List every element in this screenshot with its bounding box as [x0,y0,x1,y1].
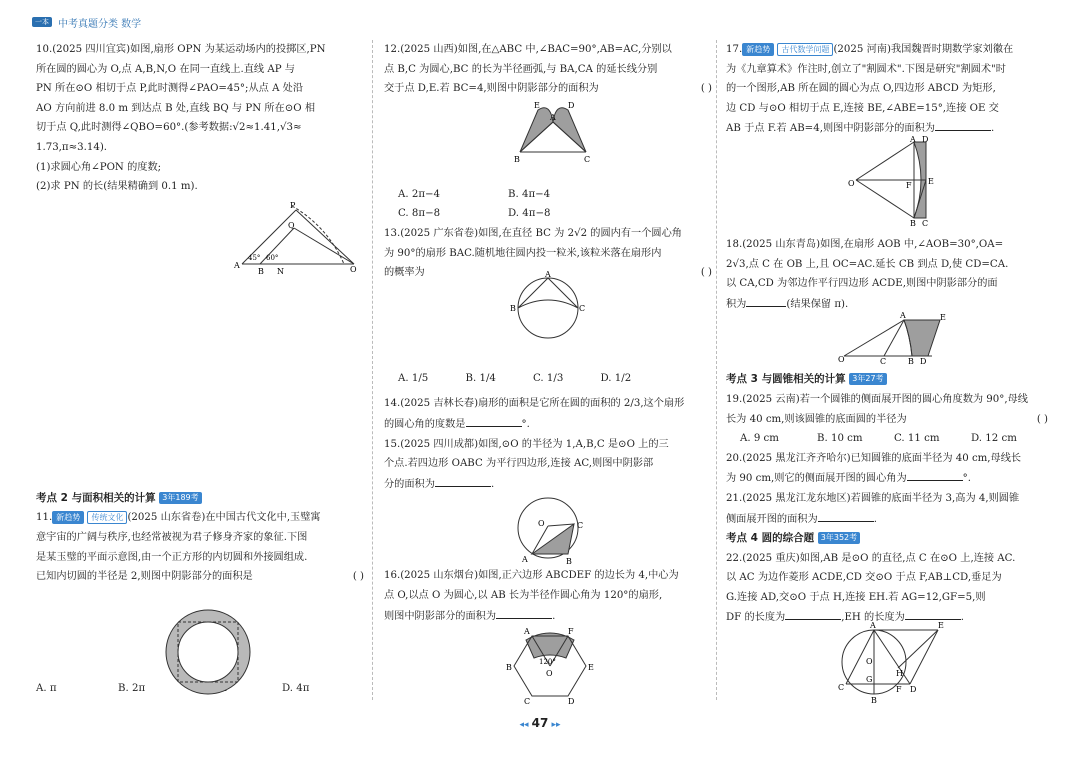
question-line: 为《九章算术》作注时,创立了"割圆术".下图是研究"割圆术"时 [726,63,1006,75]
question-19 [726,390,1048,449]
label-A: A [910,136,916,144]
column-1 [36,40,364,698]
answer-blank[interactable] [746,294,786,307]
question-suffix: . [960,612,965,624]
column-divider [716,40,717,700]
answer-paren: ( ) [700,267,712,279]
question-line: 点 O,以点 O 为圆心,以 AB 长为半径作圆心角为 120°的扇形, [384,589,663,601]
label-D: D [568,697,575,706]
label-C: C [880,357,887,364]
topic-tag: 传统文化 [87,511,127,524]
question-suffix: . [873,513,877,525]
question-line: 侧面展开图的面积为 [726,513,818,525]
question-20 [726,449,1048,489]
label-A: A [870,621,876,630]
label-F: F [906,181,912,190]
answer-blank[interactable] [466,414,522,427]
figure-q22 [838,618,948,704]
answer-blank[interactable] [935,118,991,131]
options-row [384,369,668,389]
question-line: PN 所在⊙O 相切于点 P,此时测得∠PAO=45°;从点 A 处沿 [36,83,304,95]
question-line: 14.(2025 吉林长春)扇形的面积是它所在圆的面积的 2/3,这个扇形 [384,398,685,410]
question-line: (1)求圆心角∠PON 的度数; [36,161,162,173]
answer-blank[interactable] [496,606,552,619]
question-line: AO 方向前进 8.0 m 到达点 B 处,直线 BQ 与 PN 所在⊙O 相 [36,102,316,114]
left-arrows-icon: ◂◂ [519,720,532,730]
question-line: 分的面积为 [384,478,435,490]
column-divider [372,40,373,700]
label-A: A [550,113,556,122]
label-D: D [568,101,575,110]
question-11: 11. 新趋势 传统文化 (2025 山东省卷)在中国古代文化中,玉璧寓 意宇宙的广阔与秩序,也经常被视为君子修身齐家的象征.下图 是某玉璧的平面示意图,由一个正方形的内切圆和外接圆组成. 已知内切圆的半径是 2,则图中阴影部分的面积是 ( ) [36,508,364,586]
question-line: 22.(2025 重庆)如图,AB 是⊙O 的直径,点 C 在⊙O 上,连接 AC. [726,552,1016,564]
label-O: O [538,519,545,528]
question-line: (2)求 PN 的长(结果精确到 0.1 m). [36,181,198,193]
question-line: 积为 [726,298,747,310]
question-number: 17. [726,44,743,55]
label-E: E [938,621,944,630]
question-21 [726,489,1048,529]
question-line: 意宇宙的广阔与秩序,也经常被视为君子修身齐家的象征.下图 [36,531,308,543]
question-line: G.连接 AD,交⊙O 于点 H,连接 EH.若 AG=12,GF=5,则 [726,591,986,603]
label-B: B [908,357,914,364]
label-A: A [545,270,551,279]
figure-q16 [504,622,596,706]
right-arrows-icon: ▸▸ [548,720,561,730]
option: D. 12 cm [971,433,1017,445]
option: C. 1/3 [533,372,564,384]
question-suffix: . [552,610,556,622]
answer-paren: ( ) [700,83,712,95]
label-P: P [290,201,296,210]
question-line: 20.(2025 黑龙江齐齐哈尔)已知圆锥的底面半径为 40 cm,母线长 [726,452,1022,464]
label-A: A [524,627,530,636]
answer-paren: ( ) [1036,413,1048,425]
question-line: 以 CA,CD 为邻边作平行四边形 ACDE,则图中阴影部分的面 [726,278,998,290]
page-number-text: 47 [531,716,549,730]
trend-tag: 新趋势 [742,43,774,56]
label-O: O [350,265,357,274]
question-10 [36,40,364,197]
label-D: D [920,357,927,364]
question-line: DF 的长度为 [726,612,786,624]
question-suffix: . [991,123,995,135]
question-line: 个点.若四边形 OABC 为平行四边形,连接 AC,则图中阴影部 [384,458,654,470]
label-A: A [522,555,528,564]
question-line: 交于点 D,E.若 BC=4,则图中阴影部分的面积为 [384,83,599,95]
answer-paren: ( ) [352,571,364,583]
label-B: B [510,304,516,313]
option: A. 9 cm [740,433,779,445]
question-line: 切于点 Q,此时测得∠QBO=60°.(参考数据:√2≈1.41,√3≈ [36,122,302,134]
label-B: B [566,557,572,566]
section-heading [36,489,364,509]
question-line: 为 90°的扇形 BAC.随机地往圆内投一粒米,该粒米落在扇形内 [384,247,662,259]
section-heading [726,529,1048,549]
question-line: 12.(2025 山西)如图,在△ABC 中,∠BAC=90°,AB=AC,分别以 [384,44,672,55]
question-mid: ,EH 的长度为 [841,612,905,624]
label-B: B [506,663,512,672]
option: A. 1/5 [398,372,429,384]
question-number: 11. [36,512,53,524]
option: B. 1/4 [465,372,496,384]
label-G: G [866,675,873,684]
topic-tag: 古代数学问题 [777,43,833,56]
options-row [384,204,618,224]
label-B: B [910,219,916,228]
question-line: 以 AC 为边作菱形 ACDE,CD 交⊙O 于点 F,AB⊥CD,垂足为 [726,572,1002,584]
label-A: A [234,261,240,270]
question-line: 15.(2025 四川成都)如图,⊙O 的半径为 1,A,B,C 是⊙O 上的三 [384,438,669,450]
option: A. 2π−4 [398,188,441,200]
label-O: O [866,657,873,666]
figure-q17 [848,136,940,228]
options-row [384,185,618,205]
label-O: O [838,355,845,364]
label-O: O [546,669,553,678]
label-D: D [922,136,929,144]
figure-q18 [836,308,948,364]
question-line: 点 B,C 为圆心,BC 的长为半径画弧,与 BA,CA 的延长线分别 [384,63,658,75]
section-badge: 3年189考 [159,492,201,504]
question-line: 18.(2025 山东青岛)如图,在扇形 AOB 中,∠AOB=30°,OA= [726,238,1004,250]
label-E: E [588,663,594,672]
question-line: 所在圆的圆心为 O,点 A,B,N,O 在同一直线上.直线 AP 与 [36,63,295,75]
question-line: 13.(2025 广东省卷)如图,在直径 BC 为 2√2 的圆内有一个圆心角 [384,227,682,239]
answer-blank[interactable] [818,509,874,522]
section-title: 考点 2 与面积相关的计算 [36,491,156,504]
option: C. 8π−8 [398,208,441,220]
question-line: 的圆心角的度数是 [384,418,466,430]
label-C: C [922,219,929,228]
options-row [726,429,1048,449]
label-A: A [900,311,906,320]
answer-blank[interactable] [785,607,841,620]
question-line: 已知内切圆的半径是 2,则图中阴影部分的面积是 [36,571,253,583]
section-badge: 3年27考 [849,373,886,385]
section-heading [726,370,1048,390]
question-suffix: (结果保留 π). [786,298,849,310]
page-number [0,716,1080,730]
label-N: N [277,267,284,276]
question-22 [726,549,1048,628]
label-C: C [579,304,586,313]
angle-45: 45° [248,254,261,262]
question-line: 19.(2025 云南)若一个圆锥的侧面展开图的圆心角度数为 90°,母线 [726,393,1028,405]
question-line: 16.(2025 山东烟台)如图,正六边形 ABCDEF 的边长为 4,中心为 [384,570,679,582]
figure-q10 [232,198,362,278]
angle-120: 120° [539,658,556,666]
question-line: 长为 40 cm,则该圆锥的底面圆的半径为 [726,413,907,425]
label-C: C [838,683,845,692]
question-suffix: °. [962,473,972,485]
question-17: 17. 新趋势 古代数学问题 (2025 河南)我国魏晋时期数学家刘徽在 为《九章算术》作注时,创立了"割圆术".下图是研究"割圆术"时 的一个图形,AB 所在圆的圆心为点 O,四边形 ABCD 为矩形, 边 CD 与⊙O 相切于点 E,连接 BE,∠ABE=15°,连接 OE 交 AB 于点 F.若 AB=4,则图中阴影部分的面积为 . [726,40,1048,139]
trend-tag: 新趋势 [52,511,84,524]
answer-blank[interactable] [907,468,963,481]
question-line: 21.(2025 黑龙江龙东地区)若圆锥的底面半径为 3,高为 4,则圆锥 [726,492,1020,504]
label-F: F [568,627,574,636]
question-line: 边 CD 与⊙O 相切于点 E,连接 BE,∠ABE=15°,连接 OE 交 [726,102,999,114]
question-line: 的一个图形,AB 所在圆的圆心为点 O,四边形 ABCD 为矩形, [726,83,996,95]
option: B. 10 cm [817,433,863,445]
label-B: B [514,155,520,164]
page-header [32,14,141,30]
label-E: E [940,313,946,322]
question-line: 的概率为 [384,267,425,279]
answer-blank[interactable] [435,474,491,487]
question-line: 是某玉璧的平面示意图,由一个正方形的内切圆和外接圆组成. [36,551,308,563]
label-O: O [848,179,855,188]
label-H: H [896,669,903,678]
label-B: B [258,267,264,276]
question-line: 为 90 cm,则它的侧面展开图的圆心角为 [726,473,907,485]
label-C: C [577,521,584,530]
option: D. 4π−8 [508,208,551,220]
question-line: 则图中阴影部分的面积为 [384,610,497,622]
question-16 [384,566,712,626]
label-E: E [534,101,540,110]
logo: 一本 [32,17,52,27]
label-B: B [871,696,877,704]
question-suffix: . [490,478,495,490]
option: B. 4π−4 [508,188,551,200]
figure-q12 [510,100,596,164]
question-line: AB 于点 F.若 AB=4,则图中阴影部分的面积为 [726,123,935,135]
question-18 [726,235,1048,314]
option: D. 4π [282,682,310,694]
label-E: E [928,177,934,186]
option: A. π [36,682,57,694]
section-badge: 3年352考 [818,532,860,544]
question-15 [384,435,712,495]
label-F: F [896,685,902,694]
header-text: 中考真题分类 数学 [58,18,142,30]
question-line: 1.73,π≈3.14). [36,141,108,153]
angle-60: 60° [266,254,279,262]
option: C. 11 cm [894,433,940,445]
option: D. 1/2 [600,372,632,384]
question-line: 2√3,点 C 在 OB 上,且 OC=AC.延长 CB 到点 D,使 CD=CA. [726,258,1009,270]
question-14 [384,394,712,434]
section-title: 考点 3 与圆锥相关的计算 [726,373,846,386]
question-line: 10.(2025 四川宜宾)如图,扇形 OPN 为某运动场内的投掷区,PN [36,44,326,55]
label-D: D [910,685,917,694]
figure-q15 [510,492,590,568]
figure-q11 [164,608,252,696]
label-C: C [584,155,591,164]
section-title: 考点 4 圆的综合题 [726,532,815,545]
label-C: C [524,697,531,706]
option: B. 2π [118,682,146,694]
figure-q13 [508,270,588,346]
question-suffix: °. [521,418,530,430]
label-Q: Q [288,221,295,230]
